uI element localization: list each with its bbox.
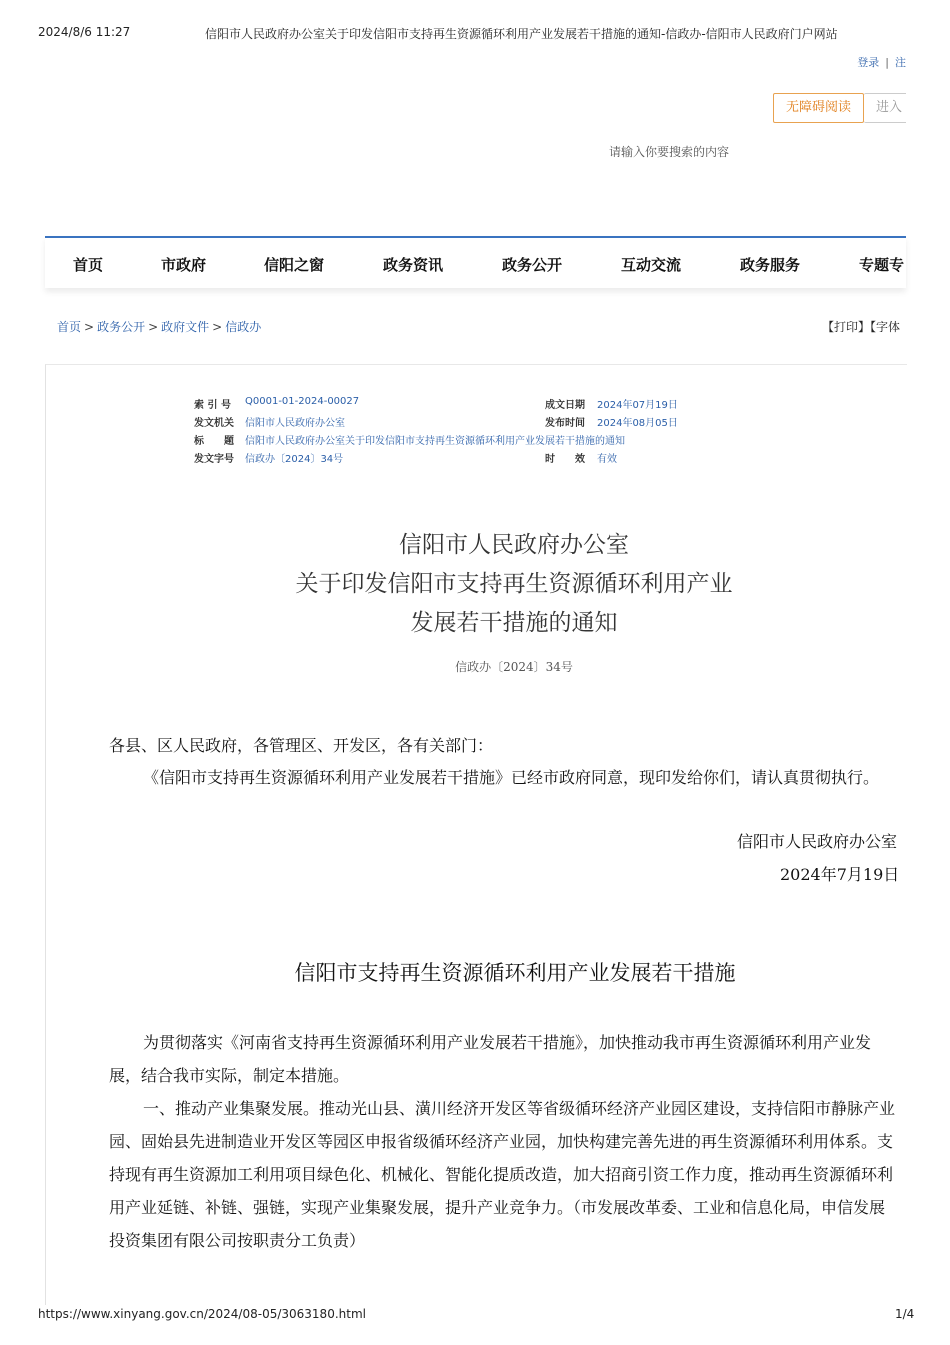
doc-salutation: 各县、区人民政府，各管理区、开发区，各有关部门：	[109, 736, 494, 755]
doc-title-line-1: 信阳市人民政府办公室	[399, 532, 629, 558]
meta-org-label: 发文机关	[194, 418, 234, 429]
measures-line: 展，结合我市实际，制定本措施。	[109, 1066, 350, 1085]
measures-line: 持现有再生资源加工利用项目绿色化、机械化、智能化提质改造，加大招商引资工作力度，推动再生资源循环利	[109, 1165, 894, 1184]
meta-index-value: Q0001-01-2024-00027	[245, 396, 360, 407]
print-page-title: 信阳市人民政府办公室关于印发信阳市支持再生资源循环利用产业发展若干措施的通知-信政办-信阳市人民政府门户网站	[205, 27, 838, 41]
nav-item-home[interactable]: 首页	[73, 256, 104, 274]
nav-item-topics[interactable]: 专题专	[859, 256, 905, 274]
meta-published-value: 2024年08月05日	[597, 418, 678, 429]
meta-title-value: 信阳市人民政府办公室关于印发信阳市支持再生资源循环利用产业发展若干措施的通知	[245, 436, 625, 447]
doc-date: 2024年7月19日	[780, 865, 900, 884]
doc-signature: 信阳市人民政府办公室	[737, 832, 898, 851]
breadcrumb-xinzhengban[interactable]: 信政办	[225, 320, 262, 334]
page-number: 1/4	[895, 1307, 915, 1321]
doc-title-line-3: 发展若干措施的通知	[410, 610, 618, 636]
search-input[interactable]: 请输入你要搜索的内容	[609, 145, 730, 159]
measures-line: 园、固始县先进制造业开发区等园区申报省级循环经济产业园，加快构建完善先进的再生资源循环利用体系。支	[109, 1132, 894, 1151]
nav-item-news[interactable]: 政务资讯	[383, 256, 444, 274]
meta-docno-value: 信政办〔2024〕34号	[245, 454, 344, 465]
measures-title: 信阳市支持再生资源循环利用产业发展若干措施	[294, 961, 736, 985]
enter-button[interactable]: 进入	[864, 93, 906, 123]
accessible-reading-button[interactable]: 无障碍阅读	[773, 93, 864, 123]
login-separator: |	[885, 56, 889, 69]
breadcrumb-open-government[interactable]: 政务公开	[97, 320, 146, 334]
meta-created-value: 2024年07月19日	[597, 400, 678, 411]
meta-validity-label: 时 效	[545, 454, 585, 465]
nav-item-city-government[interactable]: 市政府	[161, 256, 207, 274]
breadcrumb-government-documents[interactable]: 政府文件	[161, 320, 210, 334]
nav-item-open-government[interactable]: 政务公开	[502, 256, 563, 274]
print-font-tools[interactable]: 【打印】【字体	[822, 320, 901, 334]
meta-created-label: 成文日期	[545, 400, 585, 411]
main-nav	[45, 236, 906, 288]
breadcrumb	[57, 318, 261, 335]
login-link[interactable]: 登录	[857, 56, 880, 69]
measures-line: 为贯彻落实《河南省支持再生资源循环利用产业发展若干措施》，加快推动我市再生资源循环利用产业发	[143, 1033, 872, 1052]
measures-line: 用产业延链、补链、强链，实现产业集聚发展，提升产业竞争力。（市发展改革委、工业和信息化局，申信发展	[109, 1198, 886, 1217]
nav-item-xinyang-window[interactable]: 信阳之窗	[264, 256, 325, 274]
doc-number: 信政办〔2024〕34号	[455, 660, 573, 674]
breadcrumb-separator: >	[84, 320, 95, 334]
measures-line: 一、推动产业集聚发展。推动光山县、潢川经济开发区等省级循环经济产业园区建设，支持信阳市静脉产业	[143, 1099, 896, 1118]
meta-title-label: 标 题	[194, 436, 234, 447]
meta-org-value: 信阳市人民政府办公室	[245, 418, 345, 429]
print-date: 2024/8/6 11:27	[38, 25, 131, 39]
meta-index-label: 索 引 号	[194, 400, 231, 411]
breadcrumb-separator: >	[148, 320, 159, 334]
measures-line: 投资集团有限公司按职责分工负责）	[109, 1231, 366, 1250]
tool-buttons	[773, 93, 906, 123]
meta-published-label: 发布时间	[545, 418, 585, 429]
breadcrumb-home[interactable]: 首页	[57, 320, 82, 334]
breadcrumb-separator: >	[212, 320, 223, 334]
register-link[interactable]: 注	[895, 56, 906, 69]
meta-validity-value: 有效	[597, 454, 617, 465]
doc-body: 《信阳市支持再生资源循环利用产业发展若干措施》已经市政府同意，现印发给你们，请认真贯彻执行。	[143, 768, 880, 787]
meta-docno-label: 发文字号	[194, 454, 234, 465]
nav-item-services[interactable]: 政务服务	[740, 256, 801, 274]
footer-url: https://www.xinyang.gov.cn/2024/08-05/3063180.html	[38, 1307, 366, 1321]
doc-title-line-2: 关于印发信阳市支持再生资源循环利用产业	[295, 571, 733, 597]
login-bar	[857, 54, 906, 70]
nav-item-interaction[interactable]: 互动交流	[621, 256, 682, 274]
